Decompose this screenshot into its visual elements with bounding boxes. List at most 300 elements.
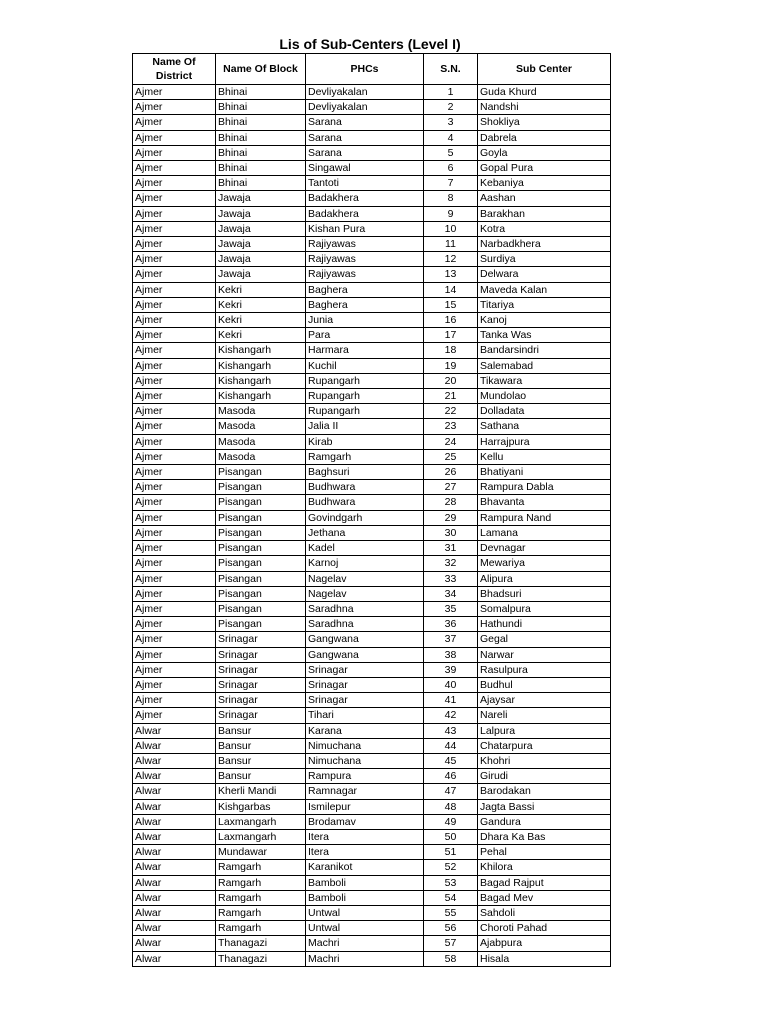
phc-cell: Kishan Pura [306,221,424,236]
table-row [133,328,611,343]
sn-cell: 46 [424,769,478,784]
block-cell: Bhinai [216,100,306,115]
sub-center-cell: Gegal [478,632,611,647]
phc-cell: Brodamav [306,814,424,829]
phc-cell: Para [306,328,424,343]
block-cell: Bhinai [216,130,306,145]
phc-cell: Budhwara [306,495,424,510]
block-cell: Kekri [216,282,306,297]
district-cell: Ajmer [133,282,216,297]
block-cell: Srinagar [216,677,306,692]
district-cell: Ajmer [133,708,216,723]
sub-centers-table [132,53,611,967]
sub-center-cell: Mewariya [478,556,611,571]
sub-center-cell: Rasulpura [478,662,611,677]
district-cell: Ajmer [133,145,216,160]
sub-center-cell: Tanka Was [478,328,611,343]
table-row [133,191,611,206]
district-cell: Alwar [133,845,216,860]
table-row [133,662,611,677]
phc-cell: Jethana [306,525,424,540]
district-cell: Ajmer [133,161,216,176]
phc-cell: Singawal [306,161,424,176]
table-row [133,601,611,616]
table-row [133,282,611,297]
table-row [133,434,611,449]
block-cell: Pisangan [216,510,306,525]
sn-cell: 37 [424,632,478,647]
sn-cell: 56 [424,921,478,936]
sub-center-cell: Mundolao [478,389,611,404]
district-cell: Ajmer [133,617,216,632]
district-cell: Ajmer [133,541,216,556]
sn-cell: 5 [424,145,478,160]
sn-cell: 49 [424,814,478,829]
header-row [133,54,611,85]
phc-cell: Saradhna [306,601,424,616]
block-cell: Masoda [216,419,306,434]
table-row [133,586,611,601]
phc-cell: Rupangarh [306,373,424,388]
phc-cell: Baghsuri [306,465,424,480]
phc-cell: Rajiyawas [306,252,424,267]
sub-center-cell: Maveda Kalan [478,282,611,297]
phc-cell: Baghera [306,297,424,312]
district-cell: Ajmer [133,419,216,434]
sn-cell: 31 [424,541,478,556]
block-cell: Pisangan [216,601,306,616]
table-row [133,647,611,662]
header-sub-center: Sub Center [478,54,611,85]
district-cell: Alwar [133,905,216,920]
sn-cell: 47 [424,784,478,799]
table-row [133,753,611,768]
sn-cell: 44 [424,738,478,753]
block-cell: Kishgarbas [216,799,306,814]
sub-center-cell: Kanoj [478,313,611,328]
table-row [133,389,611,404]
sn-cell: 11 [424,237,478,252]
table-row [133,525,611,540]
sn-cell: 18 [424,343,478,358]
table-row [133,404,611,419]
district-cell: Alwar [133,723,216,738]
district-cell: Ajmer [133,328,216,343]
block-cell: Bansur [216,753,306,768]
sub-center-cell: Budhul [478,677,611,692]
document-title: Lis of Sub-Centers (Level I) [279,36,461,52]
sn-cell: 42 [424,708,478,723]
phc-cell: Nimuchana [306,738,424,753]
sn-cell: 24 [424,434,478,449]
sub-center-cell: Choroti Pahad [478,921,611,936]
table-row [133,845,611,860]
sub-center-cell: Ajabpura [478,936,611,951]
sub-center-cell: Devnagar [478,541,611,556]
sn-cell: 36 [424,617,478,632]
sub-center-cell: Narbadkhera [478,237,611,252]
block-cell: Thanagazi [216,936,306,951]
block-cell: Srinagar [216,647,306,662]
district-cell: Ajmer [133,343,216,358]
table-row [133,237,611,252]
district-cell: Ajmer [133,389,216,404]
sub-center-cell: Salemabad [478,358,611,373]
sn-cell: 53 [424,875,478,890]
district-cell: Ajmer [133,495,216,510]
phc-cell: Ramnagar [306,784,424,799]
sn-cell: 10 [424,221,478,236]
phc-cell: Nagelav [306,571,424,586]
table-row [133,875,611,890]
phc-cell: Tihari [306,708,424,723]
sn-cell: 45 [424,753,478,768]
district-cell: Alwar [133,875,216,890]
block-cell: Bhinai [216,85,306,100]
sub-center-cell: Titariya [478,297,611,312]
sn-cell: 50 [424,829,478,844]
district-cell: Ajmer [133,404,216,419]
sub-center-cell: Khilora [478,860,611,875]
sn-cell: 57 [424,936,478,951]
table-row [133,100,611,115]
district-cell: Ajmer [133,267,216,282]
table-row [133,480,611,495]
block-cell: Mundawar [216,845,306,860]
table-row [133,221,611,236]
block-cell: Pisangan [216,465,306,480]
sub-center-cell: Girudi [478,769,611,784]
phc-cell: Rupangarh [306,389,424,404]
phc-cell: Budhwara [306,480,424,495]
phc-cell: Baghera [306,282,424,297]
district-cell: Ajmer [133,647,216,662]
phc-cell: Gangwana [306,632,424,647]
table-row [133,951,611,966]
sn-cell: 32 [424,556,478,571]
table-row [133,419,611,434]
block-cell: Bhinai [216,176,306,191]
district-cell: Alwar [133,860,216,875]
table-row [133,313,611,328]
sn-cell: 12 [424,252,478,267]
district-cell: Ajmer [133,510,216,525]
district-cell: Ajmer [133,191,216,206]
sn-cell: 34 [424,586,478,601]
phc-cell: Ismilepur [306,799,424,814]
sn-cell: 51 [424,845,478,860]
table-row [133,708,611,723]
table-row [133,449,611,464]
sub-center-cell: Guda Khurd [478,85,611,100]
sub-center-cell: Nandshi [478,100,611,115]
district-cell: Ajmer [133,373,216,388]
sn-cell: 2 [424,100,478,115]
sn-cell: 27 [424,480,478,495]
sn-cell: 38 [424,647,478,662]
table-row [133,85,611,100]
sub-center-cell: Delwara [478,267,611,282]
district-cell: Ajmer [133,115,216,130]
sub-center-cell: Dolladata [478,404,611,419]
sub-center-cell: Goyla [478,145,611,160]
phc-cell: Kadel [306,541,424,556]
sn-cell: 1 [424,85,478,100]
district-cell: Ajmer [133,677,216,692]
block-cell: Kekri [216,313,306,328]
phc-cell: Ramgarh [306,449,424,464]
sn-cell: 48 [424,799,478,814]
table-row [133,693,611,708]
table-row [133,510,611,525]
block-cell: Kekri [216,328,306,343]
phc-cell: Nimuchana [306,753,424,768]
table-row [133,252,611,267]
district-cell: Alwar [133,951,216,966]
block-cell: Srinagar [216,632,306,647]
block-cell: Srinagar [216,693,306,708]
block-cell: Kherli Mandi [216,784,306,799]
sub-center-cell: Ajaysar [478,693,611,708]
sn-cell: 14 [424,282,478,297]
sn-cell: 58 [424,951,478,966]
sub-center-cell: Alipura [478,571,611,586]
sub-center-cell: Rampura Nand [478,510,611,525]
phc-cell: Devliyakalan [306,85,424,100]
block-cell: Kishangarh [216,373,306,388]
district-cell: Ajmer [133,662,216,677]
district-cell: Ajmer [133,237,216,252]
district-cell: Ajmer [133,252,216,267]
header-district: Name Of District [133,54,216,85]
block-cell: Bhinai [216,161,306,176]
phc-cell: Devliyakalan [306,100,424,115]
phc-cell: Saradhna [306,617,424,632]
block-cell: Kishangarh [216,389,306,404]
table-row [133,921,611,936]
sn-cell: 3 [424,115,478,130]
phc-cell: Badakhera [306,191,424,206]
table-row [133,723,611,738]
sub-center-cell: Kotra [478,221,611,236]
table-row [133,541,611,556]
district-cell: Ajmer [133,434,216,449]
block-cell: Pisangan [216,586,306,601]
district-cell: Ajmer [133,100,216,115]
sub-center-cell: Bhavanta [478,495,611,510]
block-cell: Ramgarh [216,905,306,920]
phc-cell: Srinagar [306,693,424,708]
sn-cell: 9 [424,206,478,221]
table-row [133,161,611,176]
phc-cell: Bamboli [306,875,424,890]
table-row [133,936,611,951]
phc-cell: Nagelav [306,586,424,601]
block-cell: Masoda [216,434,306,449]
district-cell: Ajmer [133,297,216,312]
sub-center-cell: Nareli [478,708,611,723]
sn-cell: 15 [424,297,478,312]
district-cell: Alwar [133,784,216,799]
block-cell: Pisangan [216,617,306,632]
block-cell: Jawaja [216,221,306,236]
table-row [133,571,611,586]
sn-cell: 17 [424,328,478,343]
block-cell: Masoda [216,404,306,419]
table-row [133,738,611,753]
district-cell: Ajmer [133,206,216,221]
block-cell: Kishangarh [216,358,306,373]
sub-center-cell: Narwar [478,647,611,662]
sn-cell: 52 [424,860,478,875]
phc-cell: Bamboli [306,890,424,905]
block-cell: Masoda [216,449,306,464]
sub-center-cell: Lalpura [478,723,611,738]
table-row [133,130,611,145]
sub-center-cell: Barakhan [478,206,611,221]
phc-cell: Srinagar [306,662,424,677]
block-cell: Jawaja [216,267,306,282]
table-row [133,267,611,282]
phc-cell: Rajiyawas [306,267,424,282]
district-cell: Ajmer [133,130,216,145]
table-row [133,145,611,160]
block-cell: Bansur [216,738,306,753]
sub-center-cell: Rampura Dabla [478,480,611,495]
block-cell: Jawaja [216,191,306,206]
sub-center-cell: Hathundi [478,617,611,632]
table-row [133,632,611,647]
phc-cell: Sarana [306,130,424,145]
district-cell: Ajmer [133,571,216,586]
district-cell: Alwar [133,738,216,753]
table-row [133,176,611,191]
district-cell: Ajmer [133,358,216,373]
sub-center-cell: Lamana [478,525,611,540]
header-block: Name Of Block [216,54,306,85]
phc-cell: Sarana [306,145,424,160]
phc-cell: Rajiyawas [306,237,424,252]
sn-cell: 43 [424,723,478,738]
district-cell: Ajmer [133,176,216,191]
table-row [133,814,611,829]
sub-center-cell: Sathana [478,419,611,434]
sn-cell: 30 [424,525,478,540]
block-cell: Pisangan [216,541,306,556]
sn-cell: 54 [424,890,478,905]
phc-cell: Untwal [306,921,424,936]
phc-cell: Gangwana [306,647,424,662]
block-cell: Kishangarh [216,343,306,358]
table-row [133,495,611,510]
sn-cell: 19 [424,358,478,373]
block-cell: Ramgarh [216,921,306,936]
sn-cell: 35 [424,601,478,616]
header-phcs: PHCs [306,54,424,85]
sn-cell: 55 [424,905,478,920]
block-cell: Laxmangarh [216,814,306,829]
sn-cell: 26 [424,465,478,480]
table-row [133,677,611,692]
block-cell: Ramgarh [216,860,306,875]
block-cell: Bansur [216,723,306,738]
sub-center-cell: Dabrela [478,130,611,145]
phc-cell: Itera [306,845,424,860]
sub-center-cell: Kellu [478,449,611,464]
sn-cell: 6 [424,161,478,176]
sub-center-cell: Jagta Bassi [478,799,611,814]
sub-center-cell: Hisala [478,951,611,966]
table-row [133,297,611,312]
sn-cell: 40 [424,677,478,692]
phc-cell: Untwal [306,905,424,920]
phc-cell: Harmara [306,343,424,358]
sub-center-cell: Kebaniya [478,176,611,191]
district-cell: Alwar [133,921,216,936]
sub-center-cell: Bagad Rajput [478,875,611,890]
block-cell: Bansur [216,769,306,784]
table-row [133,206,611,221]
sn-cell: 41 [424,693,478,708]
sn-cell: 29 [424,510,478,525]
block-cell: Laxmangarh [216,829,306,844]
district-cell: Alwar [133,890,216,905]
sn-cell: 13 [424,267,478,282]
sn-cell: 4 [424,130,478,145]
district-cell: Ajmer [133,313,216,328]
district-cell: Alwar [133,814,216,829]
block-cell: Jawaja [216,252,306,267]
sn-cell: 16 [424,313,478,328]
block-cell: Thanagazi [216,951,306,966]
sub-center-cell: Shokliya [478,115,611,130]
district-cell: Ajmer [133,449,216,464]
sub-center-cell: Chatarpura [478,738,611,753]
block-cell: Bhinai [216,115,306,130]
table-row [133,769,611,784]
block-cell: Jawaja [216,237,306,252]
block-cell: Ramgarh [216,890,306,905]
phc-cell: Karanikot [306,860,424,875]
phc-cell: Badakhera [306,206,424,221]
sub-center-cell: Harrajpura [478,434,611,449]
sub-center-cell: Surdiya [478,252,611,267]
table-row [133,617,611,632]
district-cell: Alwar [133,769,216,784]
sub-center-cell: Bandarsindri [478,343,611,358]
sn-cell: 33 [424,571,478,586]
sn-cell: 23 [424,419,478,434]
table-row [133,343,611,358]
district-cell: Alwar [133,936,216,951]
phc-cell: Srinagar [306,677,424,692]
phc-cell: Machri [306,951,424,966]
sub-center-cell: Aashan [478,191,611,206]
block-cell: Ramgarh [216,875,306,890]
block-cell: Pisangan [216,525,306,540]
sub-center-cell: Bhadsuri [478,586,611,601]
sn-cell: 25 [424,449,478,464]
table-header [133,54,611,85]
sn-cell: 28 [424,495,478,510]
sub-center-cell: Barodakan [478,784,611,799]
district-cell: Alwar [133,799,216,814]
block-cell: Pisangan [216,480,306,495]
district-cell: Ajmer [133,465,216,480]
phc-cell: Kuchil [306,358,424,373]
phc-cell: Tantoti [306,176,424,191]
table-row [133,905,611,920]
